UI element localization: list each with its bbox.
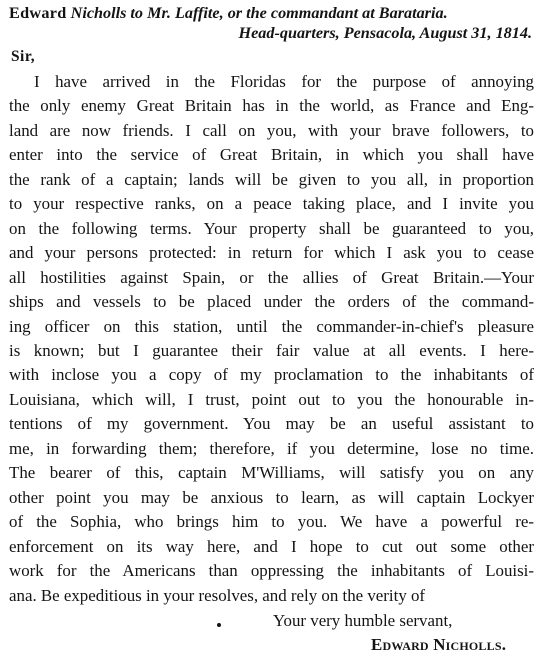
body-line: tentions of my government. You may be an useful assistant to [9, 414, 534, 434]
body-line: to your respective ranks, on a peace taking place, and I invite you [9, 194, 534, 214]
body-line: me, in forwarding them; therefore, if you determine, lose no time. [9, 438, 534, 458]
body-line: all hostilities against Spain, or the allies of Great Britain.—Your [9, 267, 534, 287]
body-line: of the Sophia, who brings him to you. We have a powerful re- [9, 512, 534, 532]
letter-title-rest: Nicholls to Mr. Laffite, or the commandant at Barataria. [70, 4, 448, 22]
body-line: on the following terms. Your property shall be guaranteed to you, [9, 218, 534, 238]
body-line: and your persons protected: in return for which I ask you to cease [9, 243, 534, 263]
ink-dot [217, 623, 221, 627]
body-line: is known; but I guarantee their fair value at all events. I here- [9, 340, 534, 360]
body-line: other point you may be anxious to learn, as will captain Lockyer [9, 487, 534, 507]
body-line: enter into the service of Great Britain, in which you shall have [9, 145, 534, 165]
letter-closing: Your very humble servant, [273, 610, 453, 630]
letter-salutation: Sir, [11, 48, 36, 65]
body-line: work for the Americans than oppressing the inhabitants of Louisi- [9, 561, 534, 581]
body-line: The bearer of this, captain M'Williams, will satisfy you on any [9, 463, 534, 483]
letter-signature: Edward Nicholls. [371, 634, 507, 654]
letter-title-lead: Edward [9, 4, 67, 22]
letter-title [9, 4, 534, 22]
letter-body [9, 70, 534, 608]
body-line: enforcement on its way here, and I hope to cut out some other [9, 536, 534, 556]
body-line: with inclose you a copy of my proclamation to the inhabitants of [9, 365, 534, 385]
body-line: ana. Be expeditious in your resolves, and rely on the verity of [9, 585, 426, 605]
body-line: ships and vessels to be placed under the orders of the command- [9, 292, 534, 312]
body-line: ing officer on this station, until the commander-in-chief's pleasure [9, 316, 534, 336]
body-line: I have arrived in the Floridas for the purpose of annoying [34, 72, 534, 91]
body-line: Louisiana, which will, I trust, point out to you the honourable in- [9, 389, 534, 409]
letter-dateline: Head-quarters, Pensacola, August 31, 1814. [238, 24, 532, 42]
body-line: the only enemy Great Britain has in the world, as France and Eng- [9, 96, 534, 116]
body-line: the rank of a captain; lands will be given to you all, in proportion [9, 169, 534, 189]
body-line: land are now friends. I call on you, with your brave followers, to [9, 120, 534, 140]
